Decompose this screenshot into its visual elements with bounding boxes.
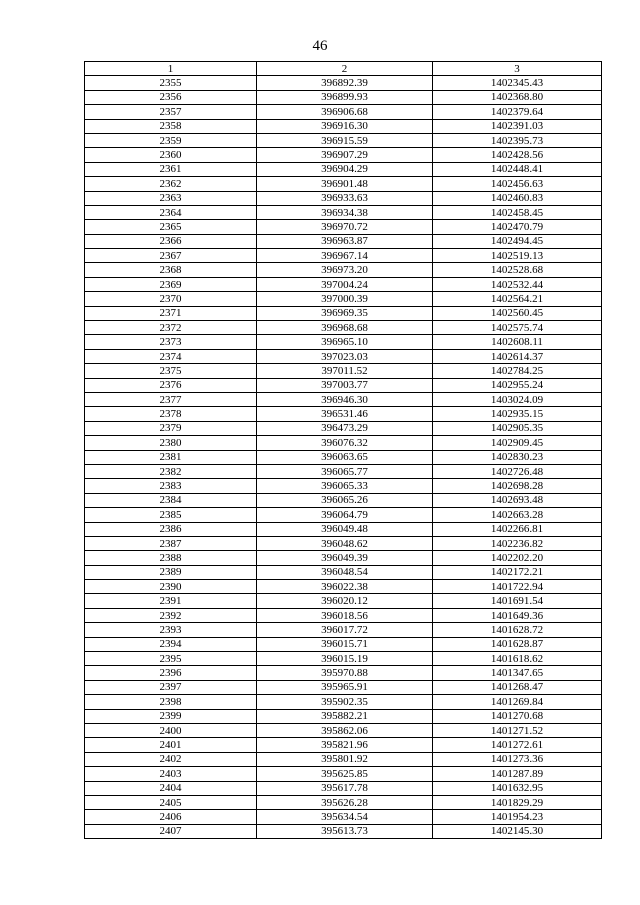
table-row bbox=[85, 608, 602, 622]
table-body bbox=[85, 76, 602, 839]
table-row bbox=[85, 580, 602, 594]
y-coordinate-cell: 1402560.45 bbox=[433, 306, 602, 320]
y-coordinate-cell: 1402935.15 bbox=[433, 407, 602, 421]
coordinates-table bbox=[84, 61, 602, 839]
y-coordinate-cell: 1402172.21 bbox=[433, 565, 602, 579]
y-coordinate-cell: 1402368.80 bbox=[433, 90, 602, 104]
table-row bbox=[85, 133, 602, 147]
y-coordinate-cell: 1402379.64 bbox=[433, 105, 602, 119]
y-coordinate-cell: 1402698.28 bbox=[433, 479, 602, 493]
table-row bbox=[85, 680, 602, 694]
x-coordinate-cell: 395862.06 bbox=[257, 723, 433, 737]
table-row bbox=[85, 119, 602, 133]
x-coordinate-cell: 396963.87 bbox=[257, 234, 433, 248]
point-number-cell: 2357 bbox=[85, 105, 257, 119]
table-row bbox=[85, 162, 602, 176]
table-row bbox=[85, 321, 602, 335]
y-coordinate-cell: 1401618.62 bbox=[433, 652, 602, 666]
y-coordinate-cell: 1402905.35 bbox=[433, 421, 602, 435]
y-coordinate-cell: 1401269.84 bbox=[433, 695, 602, 709]
x-coordinate-cell: 396892.39 bbox=[257, 76, 433, 90]
y-coordinate-cell: 1402693.48 bbox=[433, 493, 602, 507]
x-coordinate-cell: 396967.14 bbox=[257, 249, 433, 263]
point-number-cell: 2389 bbox=[85, 565, 257, 579]
x-coordinate-cell: 396048.62 bbox=[257, 536, 433, 550]
point-number-cell: 2393 bbox=[85, 623, 257, 637]
x-coordinate-cell: 396015.19 bbox=[257, 652, 433, 666]
point-number-cell: 2380 bbox=[85, 436, 257, 450]
point-number-cell: 2386 bbox=[85, 522, 257, 536]
table-row bbox=[85, 508, 602, 522]
point-number-cell: 2376 bbox=[85, 378, 257, 392]
x-coordinate-cell: 396015.71 bbox=[257, 637, 433, 651]
point-number-cell: 2385 bbox=[85, 508, 257, 522]
x-coordinate-cell: 396965.10 bbox=[257, 335, 433, 349]
table-row bbox=[85, 263, 602, 277]
table-row bbox=[85, 666, 602, 680]
point-number-cell: 2394 bbox=[85, 637, 257, 651]
y-coordinate-cell: 1402726.48 bbox=[433, 464, 602, 478]
point-number-cell: 2358 bbox=[85, 119, 257, 133]
y-coordinate-cell: 1401632.95 bbox=[433, 781, 602, 795]
table-row bbox=[85, 76, 602, 90]
y-coordinate-cell: 1402202.20 bbox=[433, 551, 602, 565]
point-number-cell: 2373 bbox=[85, 335, 257, 349]
x-coordinate-cell: 397011.52 bbox=[257, 364, 433, 378]
table-row bbox=[85, 695, 602, 709]
page-number: 46 bbox=[312, 38, 328, 54]
x-coordinate-cell: 396973.20 bbox=[257, 263, 433, 277]
table-row bbox=[85, 551, 602, 565]
x-coordinate-cell: 396970.72 bbox=[257, 220, 433, 234]
table-row bbox=[85, 824, 602, 838]
point-number-cell: 2383 bbox=[85, 479, 257, 493]
y-coordinate-cell: 1401271.52 bbox=[433, 723, 602, 737]
table-row bbox=[85, 464, 602, 478]
point-number-cell: 2400 bbox=[85, 723, 257, 737]
y-coordinate-cell: 1402236.82 bbox=[433, 536, 602, 550]
x-coordinate-cell: 396933.63 bbox=[257, 191, 433, 205]
point-number-cell: 2402 bbox=[85, 752, 257, 766]
table-row bbox=[85, 493, 602, 507]
y-coordinate-cell: 1402614.37 bbox=[433, 349, 602, 363]
x-coordinate-cell: 397000.39 bbox=[257, 292, 433, 306]
x-coordinate-cell: 396049.48 bbox=[257, 522, 433, 536]
table-row bbox=[85, 479, 602, 493]
y-coordinate-cell: 1401268.47 bbox=[433, 680, 602, 694]
x-coordinate-cell: 396934.38 bbox=[257, 205, 433, 219]
x-coordinate-cell: 395634.54 bbox=[257, 810, 433, 824]
point-number-cell: 2397 bbox=[85, 680, 257, 694]
table-row bbox=[85, 781, 602, 795]
x-coordinate-cell: 395626.28 bbox=[257, 795, 433, 809]
table-row bbox=[85, 738, 602, 752]
table-row bbox=[85, 306, 602, 320]
y-coordinate-cell: 1401722.94 bbox=[433, 580, 602, 594]
x-coordinate-cell: 396063.65 bbox=[257, 450, 433, 464]
point-number-cell: 2370 bbox=[85, 292, 257, 306]
y-coordinate-cell: 1402909.45 bbox=[433, 436, 602, 450]
table-row bbox=[85, 349, 602, 363]
x-coordinate-cell: 396018.56 bbox=[257, 608, 433, 622]
x-coordinate-cell: 396473.29 bbox=[257, 421, 433, 435]
x-coordinate-cell: 395617.78 bbox=[257, 781, 433, 795]
point-number-cell: 2355 bbox=[85, 76, 257, 90]
column-header-2: 2 bbox=[257, 62, 433, 76]
x-coordinate-cell: 396946.30 bbox=[257, 392, 433, 406]
table-row bbox=[85, 407, 602, 421]
table-row bbox=[85, 767, 602, 781]
point-number-cell: 2375 bbox=[85, 364, 257, 378]
table-row bbox=[85, 723, 602, 737]
y-coordinate-cell: 1402955.24 bbox=[433, 378, 602, 392]
y-coordinate-cell: 1402428.56 bbox=[433, 148, 602, 162]
point-number-cell: 2367 bbox=[85, 249, 257, 263]
point-number-cell: 2396 bbox=[85, 666, 257, 680]
y-coordinate-cell: 1401649.36 bbox=[433, 608, 602, 622]
x-coordinate-cell: 395970.88 bbox=[257, 666, 433, 680]
y-coordinate-cell: 1401287.89 bbox=[433, 767, 602, 781]
y-coordinate-cell: 1401954.23 bbox=[433, 810, 602, 824]
x-coordinate-cell: 396065.33 bbox=[257, 479, 433, 493]
x-coordinate-cell: 395965.91 bbox=[257, 680, 433, 694]
y-coordinate-cell: 1402494.45 bbox=[433, 234, 602, 248]
point-number-cell: 2377 bbox=[85, 392, 257, 406]
point-number-cell: 2382 bbox=[85, 464, 257, 478]
x-coordinate-cell: 396017.72 bbox=[257, 623, 433, 637]
table-row bbox=[85, 335, 602, 349]
point-number-cell: 2368 bbox=[85, 263, 257, 277]
x-coordinate-cell: 396915.59 bbox=[257, 133, 433, 147]
table-row bbox=[85, 220, 602, 234]
table-row bbox=[85, 249, 602, 263]
point-number-cell: 2384 bbox=[85, 493, 257, 507]
point-number-cell: 2362 bbox=[85, 177, 257, 191]
y-coordinate-cell: 1401270.68 bbox=[433, 709, 602, 723]
y-coordinate-cell: 1401272.61 bbox=[433, 738, 602, 752]
table-row bbox=[85, 292, 602, 306]
table-header-row bbox=[85, 62, 602, 76]
table-row bbox=[85, 392, 602, 406]
y-coordinate-cell: 1401628.72 bbox=[433, 623, 602, 637]
y-coordinate-cell: 1402460.83 bbox=[433, 191, 602, 205]
x-coordinate-cell: 396916.30 bbox=[257, 119, 433, 133]
x-coordinate-cell: 395625.85 bbox=[257, 767, 433, 781]
y-coordinate-cell: 1401691.54 bbox=[433, 594, 602, 608]
x-coordinate-cell: 396065.26 bbox=[257, 493, 433, 507]
y-coordinate-cell: 1402391.03 bbox=[433, 119, 602, 133]
y-coordinate-cell: 1402663.28 bbox=[433, 508, 602, 522]
table-row bbox=[85, 277, 602, 291]
x-coordinate-cell: 395801.92 bbox=[257, 752, 433, 766]
table-row bbox=[85, 205, 602, 219]
y-coordinate-cell: 1401347.65 bbox=[433, 666, 602, 680]
table-row bbox=[85, 450, 602, 464]
point-number-cell: 2387 bbox=[85, 536, 257, 550]
table-row bbox=[85, 752, 602, 766]
y-coordinate-cell: 1401829.29 bbox=[433, 795, 602, 809]
table-row bbox=[85, 421, 602, 435]
table-row bbox=[85, 637, 602, 651]
table-row bbox=[85, 234, 602, 248]
x-coordinate-cell: 396531.46 bbox=[257, 407, 433, 421]
point-number-cell: 2392 bbox=[85, 608, 257, 622]
x-coordinate-cell: 397023.03 bbox=[257, 349, 433, 363]
x-coordinate-cell: 395821.96 bbox=[257, 738, 433, 752]
point-number-cell: 2369 bbox=[85, 277, 257, 291]
point-number-cell: 2381 bbox=[85, 450, 257, 464]
table-row bbox=[85, 594, 602, 608]
point-number-cell: 2356 bbox=[85, 90, 257, 104]
point-number-cell: 2390 bbox=[85, 580, 257, 594]
point-number-cell: 2359 bbox=[85, 133, 257, 147]
y-coordinate-cell: 1401273.36 bbox=[433, 752, 602, 766]
x-coordinate-cell: 396899.93 bbox=[257, 90, 433, 104]
column-header-3: 3 bbox=[433, 62, 602, 76]
x-coordinate-cell: 396049.39 bbox=[257, 551, 433, 565]
point-number-cell: 2404 bbox=[85, 781, 257, 795]
y-coordinate-cell: 1403024.09 bbox=[433, 392, 602, 406]
x-coordinate-cell: 395613.73 bbox=[257, 824, 433, 838]
table-row bbox=[85, 364, 602, 378]
table-row bbox=[85, 810, 602, 824]
y-coordinate-cell: 1402458.45 bbox=[433, 205, 602, 219]
x-coordinate-cell: 395902.35 bbox=[257, 695, 433, 709]
point-number-cell: 2371 bbox=[85, 306, 257, 320]
point-number-cell: 2395 bbox=[85, 652, 257, 666]
x-coordinate-cell: 396969.35 bbox=[257, 306, 433, 320]
point-number-cell: 2366 bbox=[85, 234, 257, 248]
point-number-cell: 2374 bbox=[85, 349, 257, 363]
x-coordinate-cell: 396048.54 bbox=[257, 565, 433, 579]
table-row bbox=[85, 105, 602, 119]
y-coordinate-cell: 1402564.21 bbox=[433, 292, 602, 306]
table-row bbox=[85, 536, 602, 550]
point-number-cell: 2364 bbox=[85, 205, 257, 219]
point-number-cell: 2391 bbox=[85, 594, 257, 608]
table-row bbox=[85, 652, 602, 666]
x-coordinate-cell: 396904.29 bbox=[257, 162, 433, 176]
table-row bbox=[85, 709, 602, 723]
x-coordinate-cell: 396968.68 bbox=[257, 321, 433, 335]
y-coordinate-cell: 1402448.41 bbox=[433, 162, 602, 176]
x-coordinate-cell: 396065.77 bbox=[257, 464, 433, 478]
table-row bbox=[85, 177, 602, 191]
y-coordinate-cell: 1402456.63 bbox=[433, 177, 602, 191]
y-coordinate-cell: 1402608.11 bbox=[433, 335, 602, 349]
x-coordinate-cell: 397004.24 bbox=[257, 277, 433, 291]
table-row bbox=[85, 623, 602, 637]
y-coordinate-cell: 1402345.43 bbox=[433, 76, 602, 90]
point-number-cell: 2403 bbox=[85, 767, 257, 781]
point-number-cell: 2365 bbox=[85, 220, 257, 234]
y-coordinate-cell: 1402575.74 bbox=[433, 321, 602, 335]
table-row bbox=[85, 436, 602, 450]
point-number-cell: 2361 bbox=[85, 162, 257, 176]
x-coordinate-cell: 395882.21 bbox=[257, 709, 433, 723]
y-coordinate-cell: 1402532.44 bbox=[433, 277, 602, 291]
x-coordinate-cell: 396064.79 bbox=[257, 508, 433, 522]
point-number-cell: 2360 bbox=[85, 148, 257, 162]
y-coordinate-cell: 1402830.23 bbox=[433, 450, 602, 464]
table-row bbox=[85, 522, 602, 536]
point-number-cell: 2401 bbox=[85, 738, 257, 752]
point-number-cell: 2399 bbox=[85, 709, 257, 723]
point-number-cell: 2398 bbox=[85, 695, 257, 709]
point-number-cell: 2407 bbox=[85, 824, 257, 838]
table-row bbox=[85, 148, 602, 162]
x-coordinate-cell: 396907.29 bbox=[257, 148, 433, 162]
y-coordinate-cell: 1402784.25 bbox=[433, 364, 602, 378]
y-coordinate-cell: 1402395.73 bbox=[433, 133, 602, 147]
point-number-cell: 2372 bbox=[85, 321, 257, 335]
y-coordinate-cell: 1402145.30 bbox=[433, 824, 602, 838]
point-number-cell: 2405 bbox=[85, 795, 257, 809]
y-coordinate-cell: 1401628.87 bbox=[433, 637, 602, 651]
y-coordinate-cell: 1402528.68 bbox=[433, 263, 602, 277]
x-coordinate-cell: 397003.77 bbox=[257, 378, 433, 392]
point-number-cell: 2406 bbox=[85, 810, 257, 824]
y-coordinate-cell: 1402519.13 bbox=[433, 249, 602, 263]
x-coordinate-cell: 396020.12 bbox=[257, 594, 433, 608]
point-number-cell: 2363 bbox=[85, 191, 257, 205]
table-row bbox=[85, 378, 602, 392]
point-number-cell: 2388 bbox=[85, 551, 257, 565]
table-row bbox=[85, 795, 602, 809]
x-coordinate-cell: 396901.48 bbox=[257, 177, 433, 191]
point-number-cell: 2378 bbox=[85, 407, 257, 421]
point-number-cell: 2379 bbox=[85, 421, 257, 435]
x-coordinate-cell: 396906.68 bbox=[257, 105, 433, 119]
column-header-1: 1 bbox=[85, 62, 257, 76]
table-row bbox=[85, 565, 602, 579]
y-coordinate-cell: 1402266.81 bbox=[433, 522, 602, 536]
y-coordinate-cell: 1402470.79 bbox=[433, 220, 602, 234]
table-row bbox=[85, 90, 602, 104]
x-coordinate-cell: 396022.38 bbox=[257, 580, 433, 594]
table-row bbox=[85, 191, 602, 205]
x-coordinate-cell: 396076.32 bbox=[257, 436, 433, 450]
